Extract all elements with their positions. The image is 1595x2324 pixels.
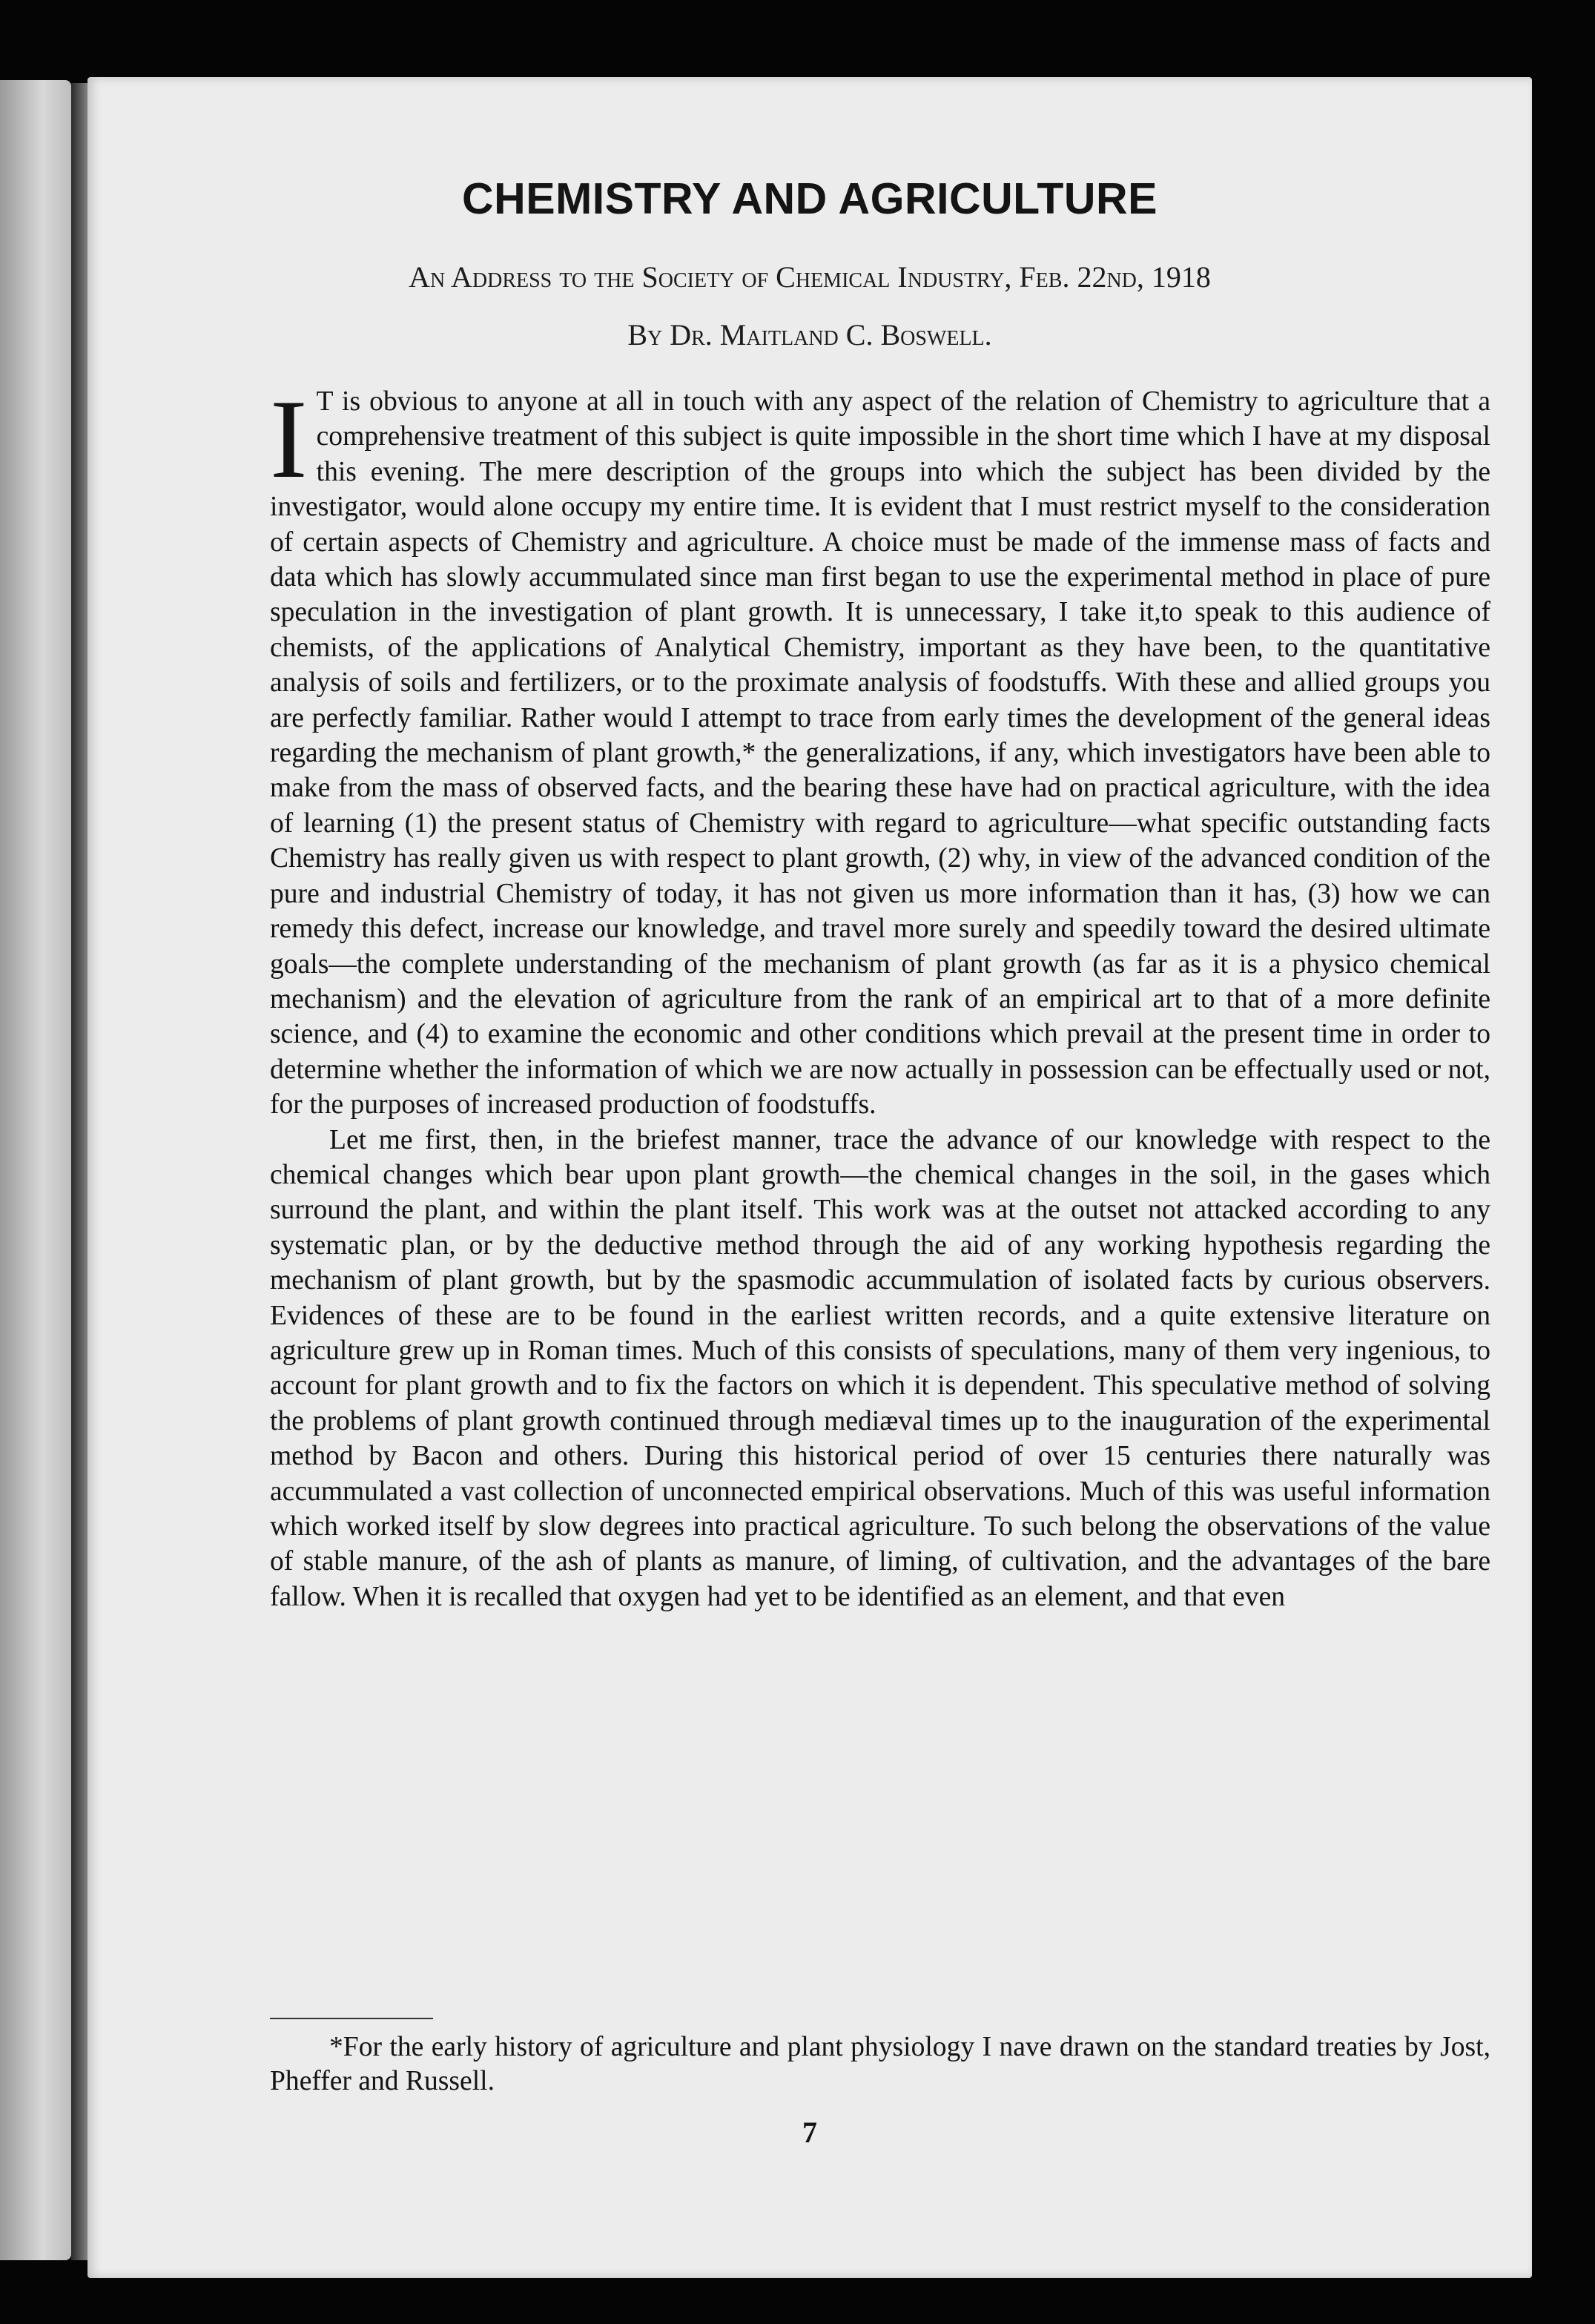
- body-text: [270, 377, 1490, 1614]
- book-gutter: [71, 83, 89, 2260]
- facing-page-edge: [0, 80, 71, 2260]
- footnote-rule: [270, 2018, 433, 2019]
- page-number: 7: [802, 2116, 817, 2149]
- page-subtitle: An Address to the Society of Chemical Industry, Feb. 22nd, 1918: [409, 260, 1211, 294]
- page-title: CHEMISTRY AND AGRICULTURE: [462, 174, 1158, 223]
- author-line: By Dr. Maitland C. Boswell.: [627, 318, 992, 351]
- footnote: *For the early history of agriculture and plant physiology I nave drawn on the standard treaties by Jost, Pheffer and Russell.: [270, 2032, 1490, 2096]
- paragraph-text: Let me first, then, in the briefest manner, trace the advance of our knowledge with respect to the chemical changes which bear upon plant growth—the chemical changes in the soil, in the gases which surround the plant, and within the plant itself. This work was at the outset not attacked according to any systematic plan, or by the deductive method through the aid of any working hypothesis regarding the mechanism of plant growth, but by the spasmodic accummulation of isolated facts by curious observers. Evidences of these are to be found in the earliest written records, and a quite extensive literature on agriculture grew up in Roman times. Much of this consists of speculations, many of them very ingenious, to account for plant growth and to fix the factors on which it is dependent. This speculative method of solving the problems of plant growth continued through mediæval times up to the inauguration of the experimental method by Bacon and others. During this historical period of over 15 centuries there naturally was accummulated a vast collection of unconnected empirical observations. Much of this was useful information which worked itself by slow degrees into practical agriculture. To such belong the observations of the value of stable manure, of the ash of plants as manure, of liming, of cultivation, and the advantages of the bare fallow. When it is recalled that oxygen had yet to be identified as an element, and that even: [270, 1124, 1490, 1612]
- drop-cap: I: [270, 377, 308, 501]
- paragraph: [270, 1123, 1490, 1615]
- paragraph: [270, 377, 1490, 1123]
- document-page: [87, 77, 1532, 2278]
- paragraph-text: T is obvious to anyone at all in touch with any aspect of the relation of Chemistry to agriculture that a comprehensive treatment of this subject is quite impossible in the short time which I have at my disposal this evening. The mere description of the groups into which the subject has been divided by the investigator, would alone occupy my entire time. It is evident that I must restrict myself to the consideration of certain aspects of Chemistry and agriculture. A choice must be made of the immense mass of facts and data which has slowly accummulated since man first began to use the experimental method in place of pure speculation in the investigation of plant growth. It is unnecessary, I take it,to speak to this audience of chemists, of the applications of Analytical Chemistry, important as they have been, to the quantitative analysis of soils and fertilizers, or to the proximate analysis of foodstuffs. With these and allied groups you are perfectly familiar. Rather would I attempt to trace from early times the development of the general ideas regarding the mechanism of plant growth,* the generalizations, if any, which investigators have been able to make from the mass of observed facts, and the bearing these have had on practical agriculture, with the idea of learning (1) the present status of Chemistry with regard to agriculture—what specific outstanding facts Chemistry has really given us with respect to plant growth, (2) why, in view of the advanced condition of the pure and industrial Chemistry of today, it has not given us more information than it has, (3) how we can remedy this defect, increase our knowledge, and travel more surely and speedily toward the desired ultimate goals—the complete understanding of the mechanism of plant growth (as far as it is a physico chemical mechanism) and the elevation of agriculture from the rank of an empirical art to that of a more definite science, and (4) to examine the economic and other conditions which prevail at the present time in order to determine whether the information of which we are now actually in possession can be effectually used or not, for the purposes of increased production of foodstuffs.: [270, 386, 1490, 1120]
